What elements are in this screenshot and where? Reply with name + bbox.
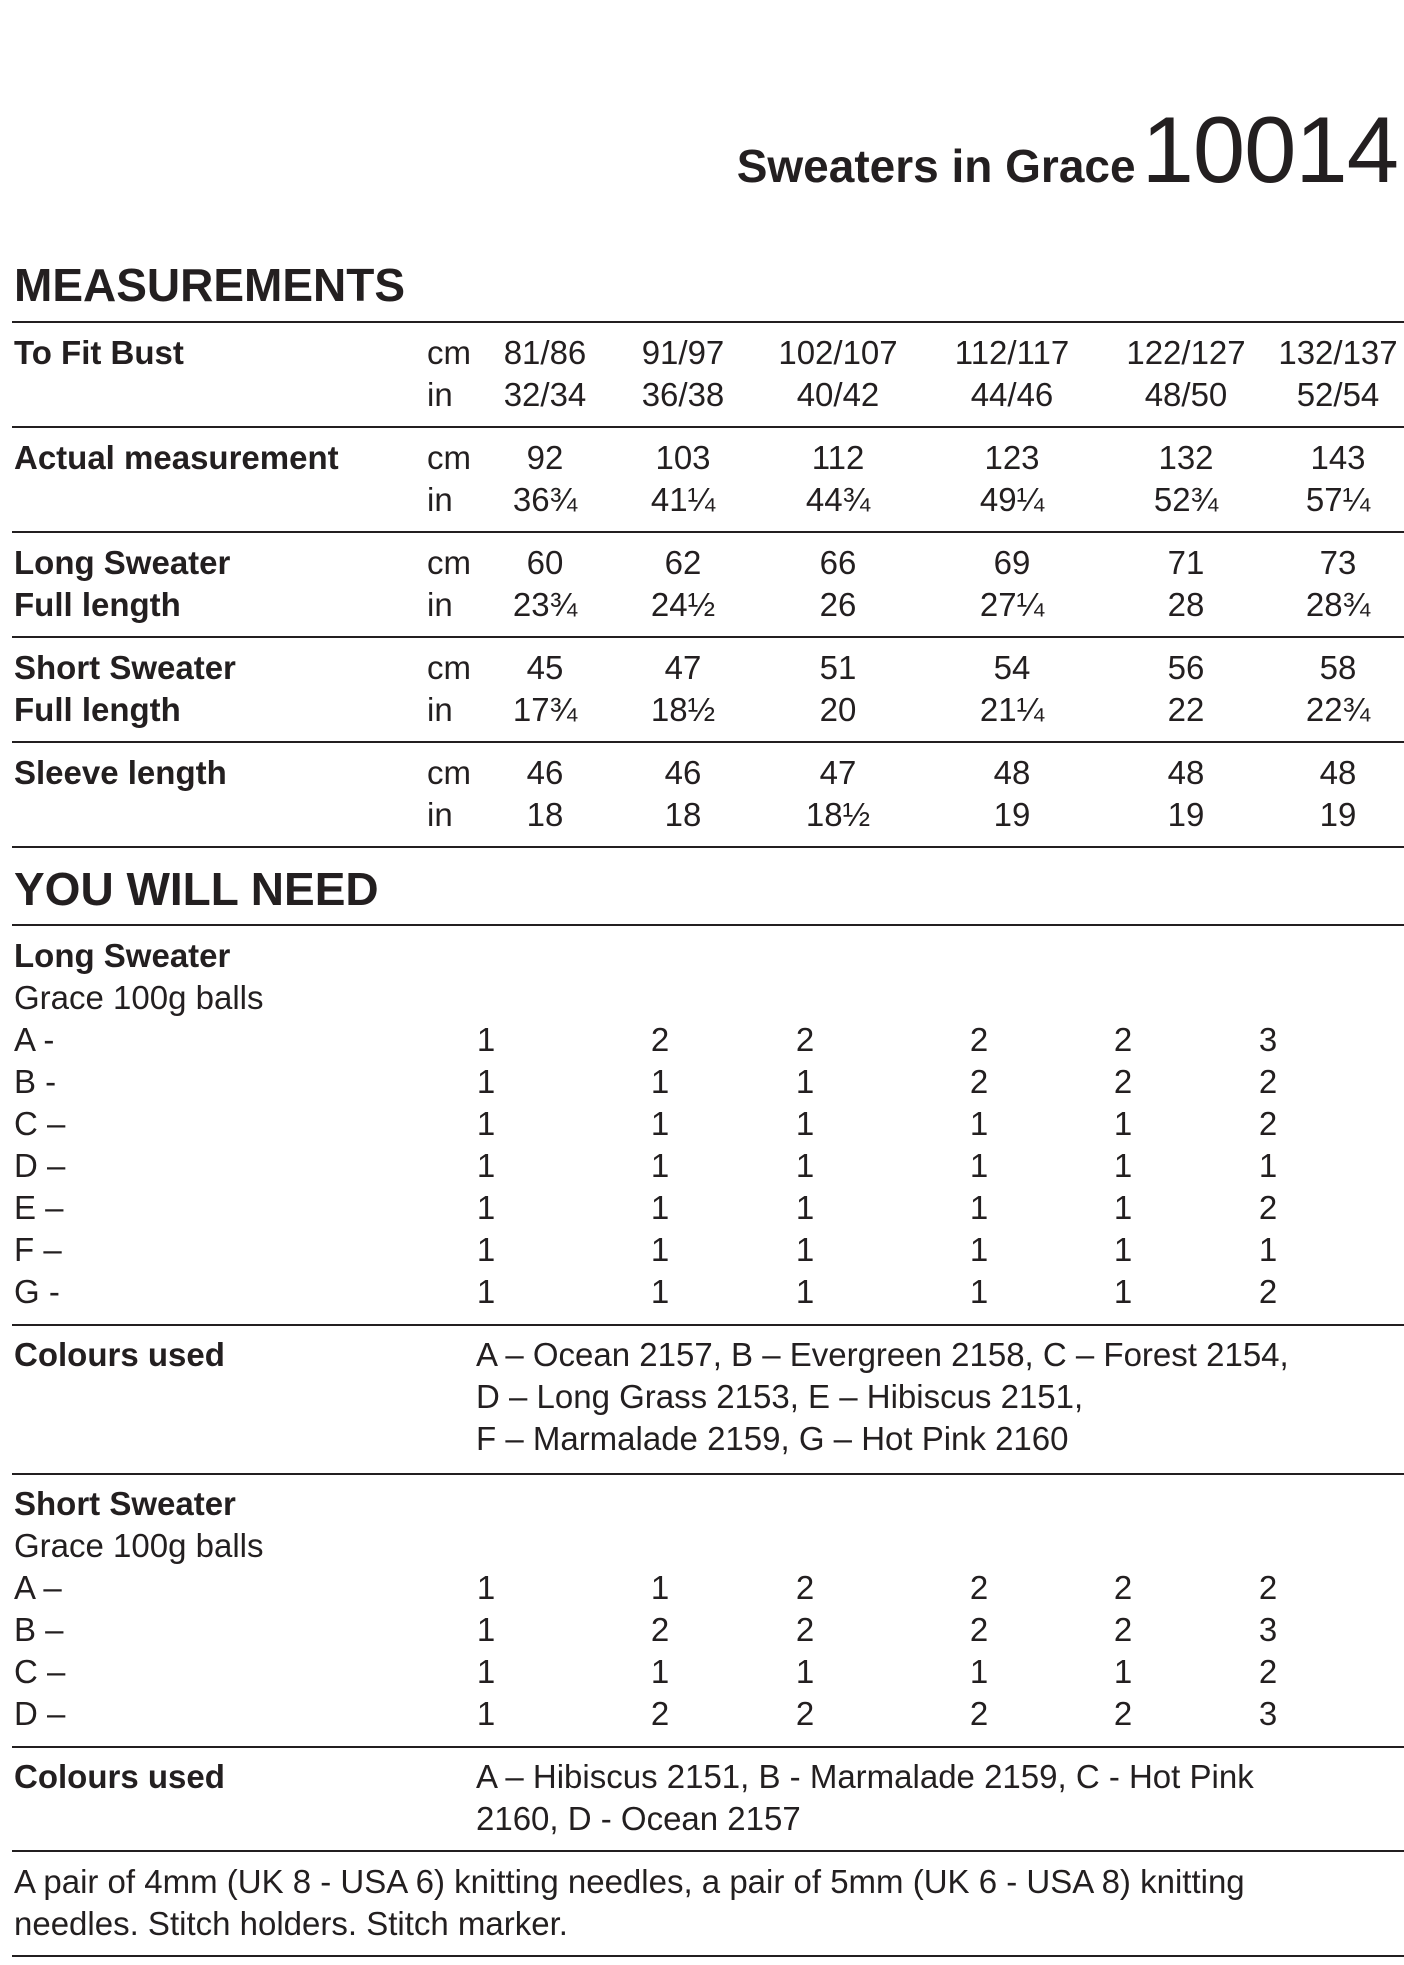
ball-count: 2 (795, 1695, 815, 1732)
divider (12, 1850, 1404, 1852)
in-value: 27¼ (979, 586, 1045, 623)
in-value: 22¾ (1305, 691, 1371, 728)
ball-count: 2 (1258, 1189, 1278, 1226)
ball-count: 1 (795, 1105, 815, 1142)
cm-value: 46 (664, 754, 702, 791)
cm-value: 81/86 (503, 334, 587, 371)
row-label: Full length (14, 586, 181, 623)
row-label: Actual measurement (14, 439, 339, 476)
yarn-label: D – (14, 1695, 66, 1732)
ball-count: 1 (1258, 1231, 1278, 1268)
cm-value: 91/97 (641, 334, 725, 371)
yarn-label: B – (14, 1611, 64, 1648)
in-value: 21¼ (979, 691, 1045, 728)
ball-count: 2 (795, 1021, 815, 1058)
ball-count: 1 (476, 1611, 496, 1648)
in-value: 18½ (805, 796, 871, 833)
yarn-label: B - (14, 1063, 57, 1100)
in-value: 28 (1167, 586, 1205, 623)
colours-text: 2160, D - Ocean 2157 (476, 1800, 801, 1837)
ball-count: 1 (1113, 1105, 1133, 1142)
colours-text: A – Hibiscus 2151, B - Marmalade 2159, C - Hot Pink (476, 1758, 1254, 1795)
cm-value: 66 (819, 544, 857, 581)
ball-count: 2 (969, 1695, 989, 1732)
ball-count: 1 (795, 1231, 815, 1268)
divider (12, 636, 1404, 638)
in-value: 44¾ (805, 481, 871, 518)
in-value: 24½ (650, 586, 716, 623)
row-label: Long Sweater (14, 544, 231, 581)
ball-count: 1 (476, 1695, 496, 1732)
in-value: 19 (993, 796, 1031, 833)
colours-label: Colours used (14, 1758, 225, 1795)
divider (12, 1746, 1404, 1748)
ball-count: 2 (1113, 1021, 1133, 1058)
ball-count: 1 (650, 1653, 670, 1690)
cm-value: 103 (655, 439, 711, 476)
ball-count: 1 (795, 1273, 815, 1310)
colours-label: Colours used (14, 1336, 225, 1373)
cm-value: 48 (993, 754, 1031, 791)
yarn-label: C – (14, 1653, 66, 1690)
unit-label: cm (427, 439, 471, 476)
colours-text: A – Ocean 2157, B – Evergreen 2158, C – Forest 2154, (476, 1336, 1289, 1373)
cm-value: 56 (1167, 649, 1205, 686)
title-text: Sweaters in Grace (736, 140, 1136, 192)
pattern-title (737, 96, 1398, 204)
yarn-label: F – (14, 1231, 62, 1268)
cm-value: 112/117 (954, 334, 1070, 371)
unit-label: in (427, 691, 453, 728)
needles-text: A pair of 4mm (UK 8 - USA 6) knitting needles, a pair of 5mm (UK 6 - USA 8) knitting (14, 1863, 1245, 1900)
row-label: Sleeve length (14, 754, 227, 791)
cm-value: 92 (526, 439, 564, 476)
ball-count: 1 (969, 1147, 989, 1184)
cm-value: 48 (1167, 754, 1205, 791)
unit-label: cm (427, 334, 471, 371)
ball-count: 1 (650, 1063, 670, 1100)
ball-count: 1 (476, 1189, 496, 1226)
cm-value: 143 (1310, 439, 1366, 476)
ball-count: 1 (476, 1063, 496, 1100)
cm-value: 73 (1319, 544, 1357, 581)
cm-value: 60 (526, 544, 564, 581)
yarn-label: A – (14, 1569, 62, 1606)
ball-count: 3 (1258, 1021, 1278, 1058)
cm-value: 47 (664, 649, 702, 686)
pattern-number: 10014 (1141, 97, 1398, 202)
in-value: 26 (819, 586, 857, 623)
in-value: 44/46 (970, 376, 1054, 413)
ball-count: 2 (1113, 1063, 1133, 1100)
divider (12, 1955, 1404, 1957)
yarn-subtitle: Grace 100g balls (14, 1527, 264, 1564)
ball-count: 1 (969, 1653, 989, 1690)
in-value: 49¼ (979, 481, 1045, 518)
ball-count: 2 (650, 1611, 670, 1648)
cm-value: 123 (984, 439, 1040, 476)
divider (12, 741, 1404, 743)
in-value: 23¾ (512, 586, 578, 623)
in-value: 18½ (650, 691, 716, 728)
ball-count: 1 (650, 1105, 670, 1142)
yarn-label: G - (14, 1273, 60, 1310)
measurements-heading: MEASUREMENTS (14, 259, 406, 311)
cm-value: 47 (819, 754, 857, 791)
ball-count: 2 (969, 1021, 989, 1058)
ball-count: 1 (1113, 1653, 1133, 1690)
divider (12, 1324, 1404, 1326)
ball-count: 1 (650, 1189, 670, 1226)
yarn-subtitle: Grace 100g balls (14, 979, 264, 1016)
ball-count: 2 (969, 1611, 989, 1648)
unit-label: in (427, 796, 453, 833)
ball-count: 1 (1113, 1273, 1133, 1310)
colours-text: D – Long Grass 2153, E – Hibiscus 2151, (476, 1378, 1084, 1415)
ball-count: 2 (650, 1695, 670, 1732)
divider (12, 531, 1404, 533)
in-value: 19 (1319, 796, 1357, 833)
ball-count: 3 (1258, 1695, 1278, 1732)
ball-count: 2 (1258, 1569, 1278, 1606)
divider (12, 426, 1404, 428)
ball-count: 1 (476, 1653, 496, 1690)
needles-text: needles. Stitch holders. Stitch marker. (14, 1905, 568, 1942)
unit-label: cm (427, 754, 471, 791)
ball-count: 1 (650, 1569, 670, 1606)
cm-value: 58 (1319, 649, 1357, 686)
ball-count: 1 (1113, 1231, 1133, 1268)
in-value: 52¾ (1153, 481, 1219, 518)
ball-count: 1 (476, 1105, 496, 1142)
colours-text: F – Marmalade 2159, G – Hot Pink 2160 (476, 1420, 1069, 1457)
divider (12, 1473, 1404, 1475)
ball-count: 2 (650, 1021, 670, 1058)
divider (12, 321, 1404, 323)
ball-count: 1 (650, 1231, 670, 1268)
unit-label: cm (427, 544, 471, 581)
in-value: 19 (1167, 796, 1205, 833)
cm-value: 132/137 (1278, 334, 1398, 371)
in-value: 28¾ (1305, 586, 1371, 623)
yarn-label: E – (14, 1189, 64, 1226)
ball-count: 2 (1258, 1063, 1278, 1100)
ball-count: 1 (476, 1147, 496, 1184)
in-value: 32/34 (503, 376, 587, 413)
you-will-need-heading: YOU WILL NEED (14, 863, 379, 915)
unit-label: in (427, 481, 453, 518)
in-value: 48/50 (1144, 376, 1228, 413)
section-title: Short Sweater (14, 1485, 236, 1522)
ball-count: 1 (476, 1231, 496, 1268)
ball-count: 1 (476, 1021, 496, 1058)
ball-count: 1 (650, 1273, 670, 1310)
in-value: 41¼ (650, 481, 716, 518)
row-label: To Fit Bust (14, 334, 184, 371)
in-value: 17¾ (512, 691, 578, 728)
ball-count: 1 (795, 1189, 815, 1226)
ball-count: 2 (795, 1611, 815, 1648)
cm-value: 46 (526, 754, 564, 791)
ball-count: 2 (1113, 1695, 1133, 1732)
ball-count: 3 (1258, 1611, 1278, 1648)
divider (12, 924, 1404, 926)
cm-value: 62 (664, 544, 702, 581)
ball-count: 1 (969, 1231, 989, 1268)
ball-count: 1 (969, 1273, 989, 1310)
row-label: Short Sweater (14, 649, 236, 686)
divider (12, 846, 1404, 848)
in-value: 36/38 (641, 376, 725, 413)
in-value: 18 (664, 796, 702, 833)
in-value: 36¾ (512, 481, 578, 518)
cm-value: 45 (526, 649, 564, 686)
in-value: 20 (819, 691, 857, 728)
in-value: 22 (1167, 691, 1205, 728)
ball-count: 1 (1113, 1189, 1133, 1226)
cm-value: 51 (819, 649, 857, 686)
ball-count: 2 (969, 1063, 989, 1100)
cm-value: 71 (1167, 544, 1205, 581)
unit-label: in (427, 586, 453, 623)
unit-label: cm (427, 649, 471, 686)
ball-count: 1 (476, 1273, 496, 1310)
ball-count: 1 (476, 1569, 496, 1606)
cm-value: 122/127 (1126, 334, 1246, 371)
cm-value: 132 (1158, 439, 1214, 476)
ball-count: 1 (1258, 1147, 1278, 1184)
in-value: 57¼ (1305, 481, 1371, 518)
ball-count: 2 (1258, 1273, 1278, 1310)
cm-value: 54 (993, 649, 1031, 686)
section-title: Long Sweater (14, 937, 231, 974)
ball-count: 1 (969, 1105, 989, 1142)
row-label: Full length (14, 691, 181, 728)
ball-count: 2 (1113, 1569, 1133, 1606)
in-value: 40/42 (796, 376, 880, 413)
ball-count: 1 (795, 1063, 815, 1100)
cm-value: 102/107 (778, 334, 898, 371)
yarn-label: D – (14, 1147, 66, 1184)
ball-count: 1 (795, 1147, 815, 1184)
in-value: 52/54 (1296, 376, 1380, 413)
ball-count: 2 (1258, 1653, 1278, 1690)
ball-count: 2 (1113, 1611, 1133, 1648)
ball-count: 1 (795, 1653, 815, 1690)
ball-count: 1 (1113, 1147, 1133, 1184)
ball-count: 2 (795, 1569, 815, 1606)
ball-count: 2 (1258, 1105, 1278, 1142)
cm-value: 69 (993, 544, 1031, 581)
in-value: 18 (526, 796, 564, 833)
ball-count: 1 (969, 1189, 989, 1226)
yarn-label: C – (14, 1105, 66, 1142)
ball-count: 2 (969, 1569, 989, 1606)
cm-value: 48 (1319, 754, 1357, 791)
ball-count: 1 (650, 1147, 670, 1184)
yarn-label: A - (14, 1021, 55, 1058)
cm-value: 112 (811, 439, 865, 476)
unit-label: in (427, 376, 453, 413)
